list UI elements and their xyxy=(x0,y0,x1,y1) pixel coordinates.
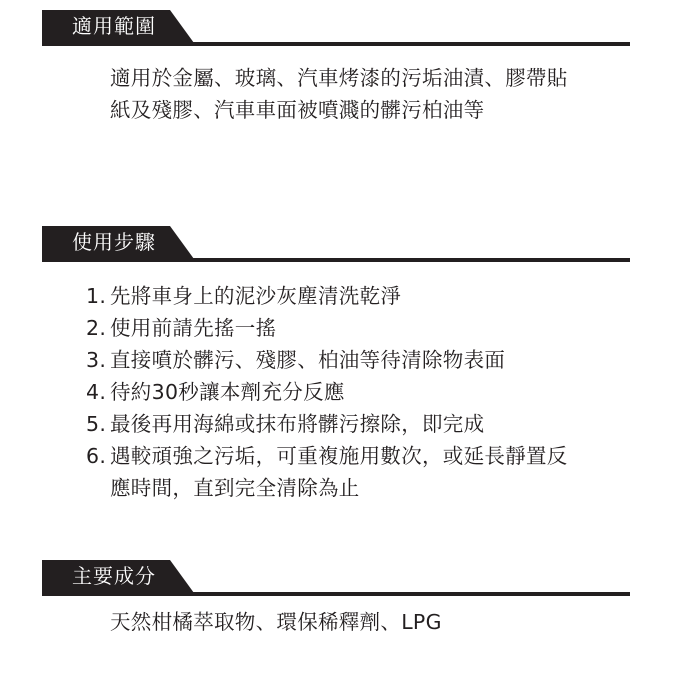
step-line: 直接噴於髒污、殘膠、柏油等待清除物表面 xyxy=(110,348,506,372)
section-title-scope: 適用範圍 xyxy=(72,14,156,38)
step-line: 遇較頑強之污垢，可重複施用數次，或延長靜置反 xyxy=(110,444,568,468)
scope-line-2: 紙及殘膠、汽車車面被噴濺的髒污柏油等 xyxy=(110,98,485,122)
step-text xyxy=(110,344,646,376)
section-header-scope xyxy=(42,10,630,46)
section-header-ingredients xyxy=(42,560,630,596)
step-line: 使用前請先搖一搖 xyxy=(110,316,277,340)
step-number: 3. xyxy=(86,348,107,372)
step-item-5 xyxy=(86,408,646,440)
scope-line-1: 適用於金屬、玻璃、汽車烤漆的污垢油漬、膠帶貼 xyxy=(110,66,568,90)
step-text xyxy=(110,376,646,408)
step-line: 先將車身上的泥沙灰塵清洗乾淨 xyxy=(110,284,402,308)
step-text xyxy=(110,408,646,440)
step-number: 2. xyxy=(86,316,107,340)
steps-list xyxy=(86,280,646,504)
step-item-3 xyxy=(86,344,646,376)
step-text xyxy=(110,312,646,344)
section-title-steps: 使用步驟 xyxy=(72,230,156,254)
step-line: 待約30秒讓本劑充分反應 xyxy=(110,380,345,404)
section-divider-ingredients xyxy=(42,592,630,596)
step-item-6 xyxy=(86,440,646,504)
section-header-steps xyxy=(42,226,630,262)
section-divider-scope xyxy=(42,42,630,46)
step-text xyxy=(110,440,646,504)
step-line: 應時間，直到完全清除為止 xyxy=(110,476,360,500)
step-number: 1. xyxy=(86,284,107,308)
step-line: 最後再用海綿或抹布將髒污擦除，即完成 xyxy=(110,412,485,436)
step-item-4 xyxy=(86,376,646,408)
step-number: 4. xyxy=(86,380,107,404)
ingredients-line-1: 天然柑橘萃取物、環保稀釋劑、LPG xyxy=(110,610,442,634)
step-number: 6. xyxy=(86,444,107,468)
ingredients-description xyxy=(110,606,635,638)
step-item-2 xyxy=(86,312,646,344)
section-title-ingredients: 主要成分 xyxy=(72,564,156,588)
step-item-1 xyxy=(86,280,646,312)
step-text xyxy=(110,280,646,312)
section-divider-steps xyxy=(42,258,630,262)
scope-description xyxy=(110,62,635,126)
step-number: 5. xyxy=(86,412,107,436)
